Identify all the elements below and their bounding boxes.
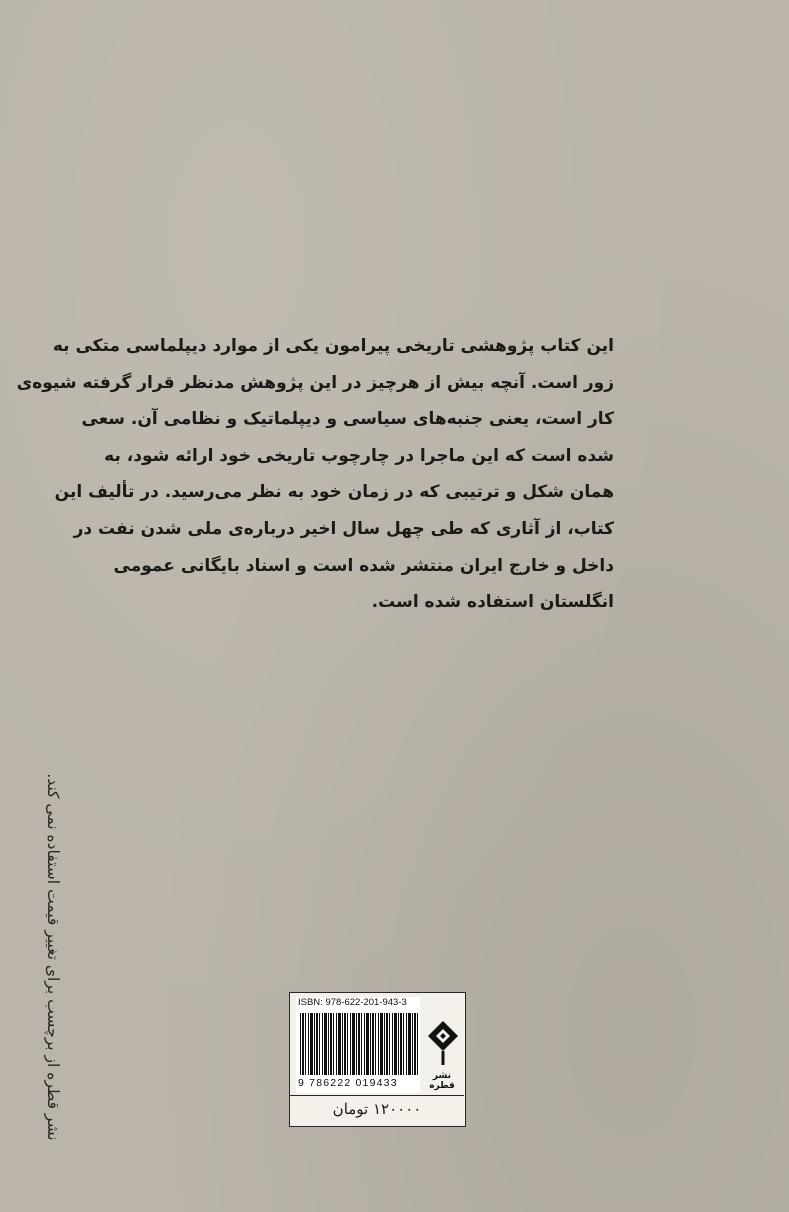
barcode-digits: 9 786222 019433 bbox=[298, 1077, 398, 1089]
price-label-notice: نشر قطره از برچسب برای تغییر قیمت استفاده نمی کند. bbox=[44, 773, 62, 1141]
publisher-name: نشر قطره bbox=[429, 1071, 455, 1091]
description-line: شده است که این ماجرا در چارچوب تاریخی خود ارائه شود، به bbox=[104, 445, 614, 466]
isbn-number: ISBN: 978-622-201-943-3 bbox=[298, 997, 407, 1008]
barcode-icon bbox=[300, 1013, 418, 1075]
description-line: همان شکل و ترتیبی که در زمان خود به نظر می‌رسید. در تألیف این bbox=[54, 482, 614, 503]
description-line: زور است. آنچه بیش از هرچیز در این پژوهش مدنظر قرار گرفته شیوه‌ی bbox=[16, 372, 614, 393]
barcode-price-label bbox=[289, 992, 466, 1127]
publisher-logo-icon bbox=[424, 1017, 462, 1073]
book-description bbox=[16, 328, 614, 621]
description-line: کار است، یعنی جنبه‌های سیاسی و دیپلماتیک و نظامی آن. سعی bbox=[81, 409, 614, 430]
description-line: این کتاب پژوهشی تاریخی پیرامون یکی از موارد دیپلماسی متکی به bbox=[52, 336, 614, 356]
description-line: کتاب، از آثاری که طی چهل سال اخیر درباره‌ی ملی شدن نفت در bbox=[73, 518, 614, 539]
description-line: داخل و خارج ایران منتشر شده است و اسناد بایگانی عمومی bbox=[113, 555, 614, 576]
barcode bbox=[296, 997, 420, 1093]
price: ۱۲۰۰۰۰ تومان bbox=[290, 1095, 464, 1124]
description-line: انگلستان استفاده شده است. bbox=[371, 592, 614, 613]
